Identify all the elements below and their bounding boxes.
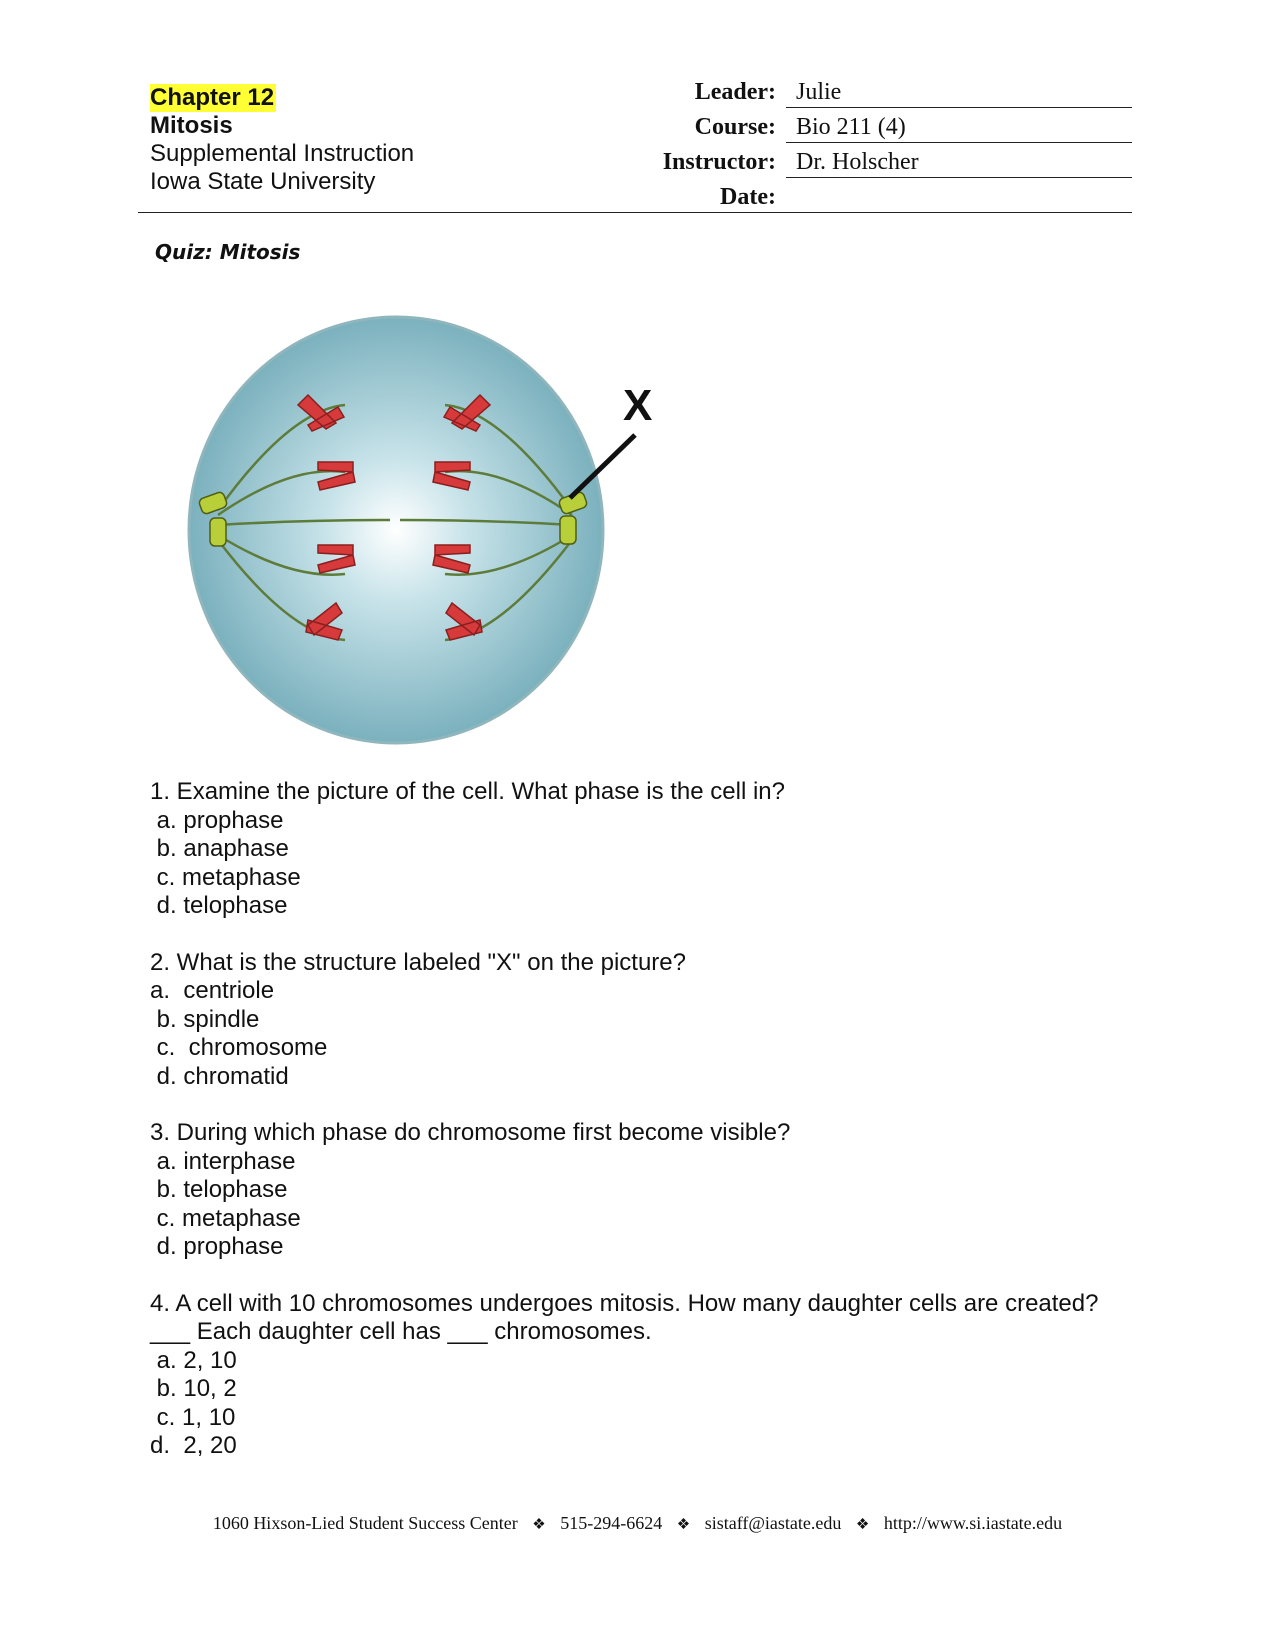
answer-option: b. telophase [150, 1176, 288, 1203]
answer-option: c. 1, 10 [150, 1403, 236, 1431]
answer-option: a. centriole [150, 977, 275, 1004]
question-stem: 4. A cell with 10 chromosomes undergoes mitosis. How many daughter cells are created? ___ Each daughter cell has ___ chromosomes. [150, 1289, 1099, 1345]
question-4 [150, 1290, 1110, 1461]
chapter-label: Chapter 12 [150, 84, 275, 111]
topic-title: Mitosis [150, 112, 233, 139]
page-footer [0, 1512, 1275, 1536]
university-name: Iowa State University [150, 168, 376, 195]
footer-separator-icon: ❖ [676, 1517, 691, 1533]
cell-membrane [189, 317, 603, 743]
date-label: Date: [720, 184, 776, 210]
footer-address: 1060 Hixson-Lied Student Success Center [212, 1513, 518, 1533]
question-list [150, 778, 1110, 1489]
answer-option: d. chromatid [150, 1062, 289, 1090]
quiz-title: Quiz: Mitosis [155, 240, 301, 264]
footer-separator-icon: ❖ [855, 1517, 870, 1533]
answer-option: b. spindle [150, 1005, 260, 1033]
date-value [786, 183, 1132, 213]
answer-option: a. 2, 10 [150, 1346, 237, 1374]
answer-option: c. metaphase [150, 863, 301, 891]
instructor-label: Instructor: [662, 149, 776, 175]
question-2 [150, 949, 1110, 1092]
answer-option: a. interphase [150, 1147, 296, 1175]
leader-label: Leader: [694, 79, 776, 105]
question-1 [150, 778, 1110, 921]
header-fields [600, 74, 1132, 214]
question-3 [150, 1119, 1110, 1262]
footer-url: http://www.si.iastate.edu [883, 1513, 1063, 1533]
x-label: X [623, 381, 653, 430]
mitosis-cell-figure [140, 290, 720, 780]
answer-option: c. metaphase [150, 1204, 301, 1232]
instructor-row [600, 144, 1132, 179]
answer-option: b. anaphase [150, 835, 289, 862]
question-stem: 3. During which phase do chromosome first become visible? [150, 1119, 791, 1146]
header-divider [138, 212, 1132, 213]
answer-option: d. 2, 20 [150, 1432, 237, 1459]
answer-option: c. chromosome [150, 1034, 328, 1061]
leader-value: Julie [786, 78, 1132, 108]
program-name: Supplemental Instruction [150, 140, 415, 167]
date-row [600, 179, 1132, 214]
course-label: Course: [694, 114, 776, 140]
instructor-value: Dr. Holscher [786, 148, 1132, 178]
answer-option: b. 10, 2 [150, 1375, 237, 1402]
course-value: Bio 211 (4) [786, 113, 1132, 143]
course-row [600, 109, 1132, 144]
question-stem: 1. Examine the picture of the cell. What phase is the cell in? [150, 778, 786, 805]
leader-row [600, 74, 1132, 109]
footer-phone: 515-294-6624 [560, 1513, 663, 1533]
question-stem: 2. What is the structure labeled "X" on the picture? [150, 948, 686, 976]
footer-email: sistaff@iastate.edu [704, 1513, 842, 1533]
answer-option: d. telophase [150, 892, 288, 919]
answer-option: a. prophase [150, 806, 284, 834]
answer-option: d. prophase [150, 1233, 284, 1260]
header-title-block [150, 84, 414, 196]
footer-separator-icon: ❖ [532, 1517, 546, 1533]
